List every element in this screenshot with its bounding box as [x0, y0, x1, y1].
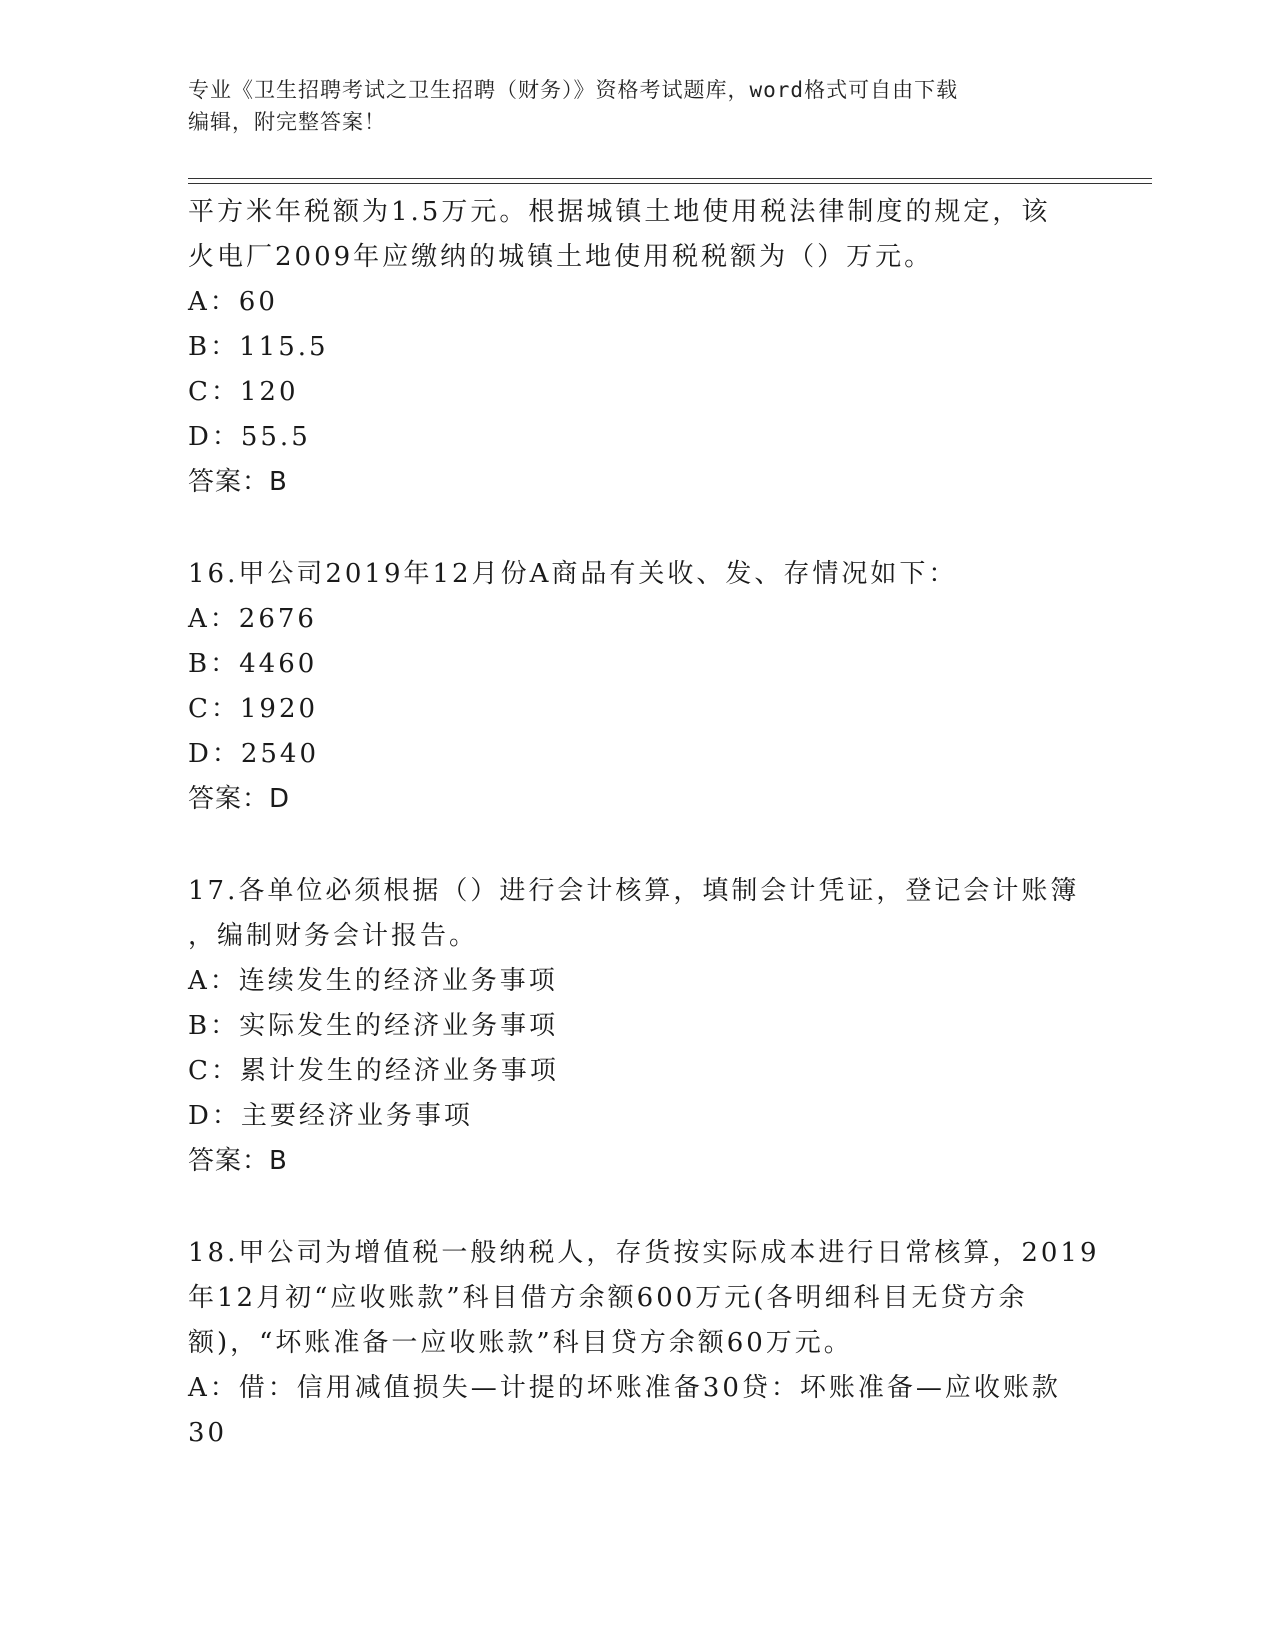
option-c: C：120	[188, 377, 299, 407]
option-c: C：1920	[188, 694, 319, 724]
header-line-2: 编辑，附完整答案！	[188, 110, 386, 134]
option-a: A：连续发生的经济业务事项	[188, 966, 558, 996]
question-stem: 火电厂2009年应缴纳的城镇土地使用税税额为（）万元。	[188, 242, 934, 272]
option-b: B：115.5	[188, 332, 329, 362]
spacer	[188, 822, 1088, 869]
question-stem: 年12月初“应收账款”科目借方余额600万元(各明细科目无贷方余	[188, 1283, 1028, 1313]
spacer	[188, 505, 1088, 552]
question-stem: 额)，“坏账准备一应收账款”科目贷方余额60万元。	[188, 1328, 853, 1358]
option-d: D：主要经济业务事项	[188, 1101, 473, 1131]
header-divider-bottom	[188, 183, 1152, 184]
question-stem: 平方米年税额为1.5万元。根据城镇土地使用税法律制度的规定，该	[188, 197, 1051, 227]
header-divider-top	[188, 178, 1152, 179]
option-b: B：4460	[188, 649, 318, 679]
header-line-1: 专业《卫生招聘考试之卫生招聘（财务）》资格考试题库，word格式可自由下载	[188, 78, 959, 102]
question-stem: ，编制财务会计报告。	[188, 921, 479, 951]
question-stem: 17.各单位必须根据（）进行会计核算，填制会计凭证，登记会计账簿	[188, 876, 1080, 906]
option-a: A：60	[188, 287, 278, 317]
option-b: B：实际发生的经济业务事项	[188, 1011, 559, 1041]
question-16	[188, 552, 1088, 822]
spacer	[188, 1184, 1088, 1231]
question-list	[188, 190, 1100, 1456]
option-a-continued: 30	[188, 1418, 228, 1448]
question-stem: 18.甲公司为增值税一般纳税人，存货按实际成本进行日常核算，2019	[188, 1238, 1100, 1268]
option-a: A：2676	[188, 604, 317, 634]
question-15	[188, 190, 1088, 505]
question-18	[188, 1231, 1100, 1456]
option-d: D：55.5	[188, 422, 311, 452]
document-header	[188, 74, 1088, 138]
option-c: C：累计发生的经济业务事项	[188, 1056, 559, 1086]
question-stem: 16.甲公司2019年12月份A商品有关收、发、存情况如下：	[188, 559, 958, 589]
question-17	[188, 869, 1088, 1184]
answer-text: 答案：B	[188, 1146, 288, 1176]
option-a: A：借：信用减值损失—计提的坏账准备30贷：坏账准备—应收账款	[188, 1373, 1061, 1403]
answer-text: 答案：D	[188, 784, 291, 814]
option-d: D：2540	[188, 739, 320, 769]
answer-text: 答案：B	[188, 467, 288, 497]
